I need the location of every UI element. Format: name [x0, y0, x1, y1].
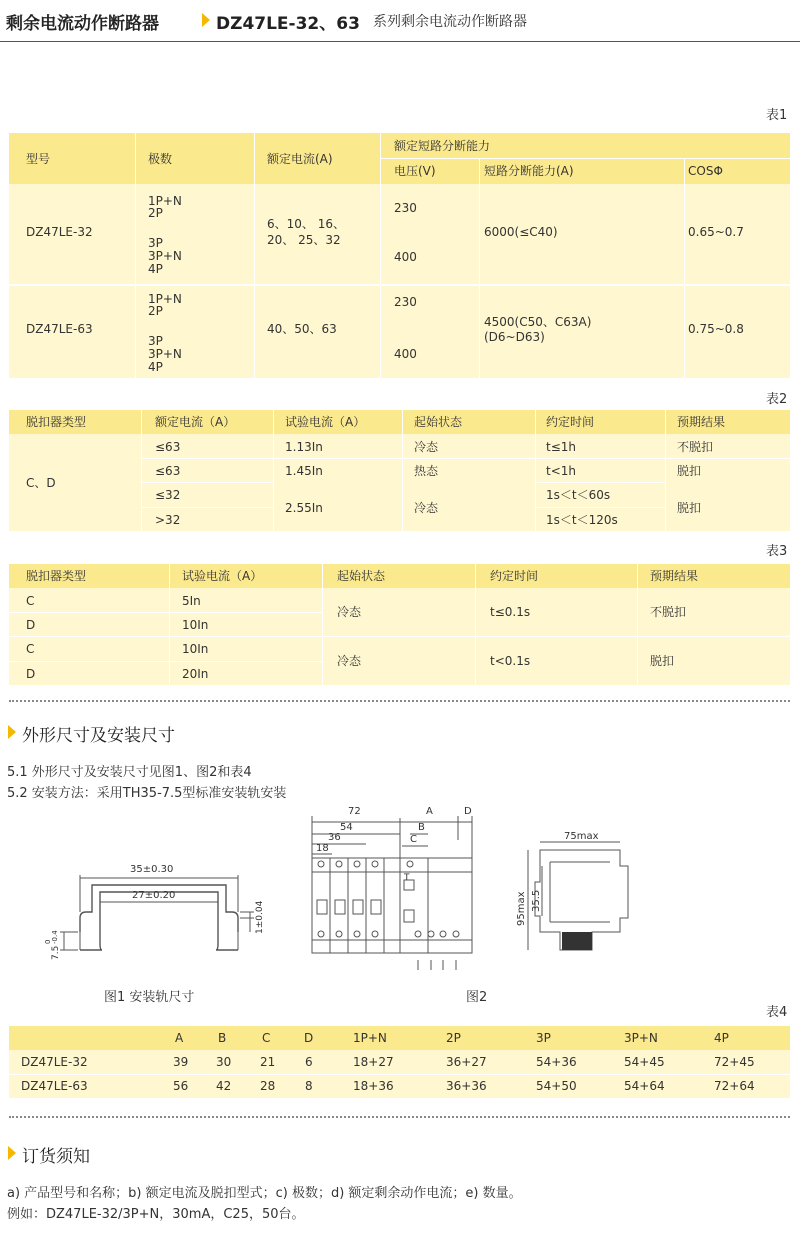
t4-cell: 8	[305, 1079, 313, 1093]
t4-header: A	[175, 1031, 184, 1045]
t4-cell: 54+36	[536, 1055, 577, 1069]
section-dim-line2: 5.2 安装方法：采用TH35-7.5型标准安装轨安装	[7, 786, 287, 801]
t1-h-capacity: 短路分断能力(A)	[484, 164, 574, 178]
t1-r2-capacity: (D6~D63)	[484, 330, 545, 344]
t3-test: 20In	[182, 667, 209, 681]
fig2-dim-c: C	[410, 834, 417, 845]
t2-state: 冷态	[414, 501, 439, 515]
arrow-icon	[202, 13, 210, 27]
t2-time: 1s＜t＜120s	[546, 513, 618, 527]
section-order-line1: a) 产品型号和名称；b) 额定电流及脱扣型式；c) 极数；d) 额定剩余动作电流；e) 数量。	[7, 1186, 522, 1201]
fig2-dim-54: 54	[340, 822, 353, 833]
t2-result: 脱扣	[677, 464, 702, 478]
t1-r2-current: 40、50、63	[267, 322, 337, 336]
t4-cell: 18+36	[353, 1079, 394, 1093]
t1-r2-voltage: 400	[394, 347, 417, 361]
t2-result: 脱扣	[677, 501, 702, 515]
t4-cell: 56	[173, 1079, 189, 1093]
t2-state: 冷态	[414, 440, 439, 454]
table3-label: 表3	[766, 544, 788, 559]
t3-header: 试验电流（A）	[182, 569, 263, 583]
t3-time: t≤0.1s	[490, 605, 531, 619]
fig1-dim-thick: 1±0.04	[255, 900, 265, 934]
t4-cell: 6	[305, 1055, 313, 1069]
t3-test: 10In	[182, 618, 209, 632]
t4-header: 2P	[446, 1031, 461, 1045]
fig2-dim-75: 75max	[564, 831, 599, 842]
page-header	[0, 0, 800, 42]
t1-r1-voltage: 400	[394, 250, 417, 264]
fig2-caption: 图2	[466, 990, 488, 1005]
t4-cell: 54+50	[536, 1079, 577, 1093]
t3-type: C	[26, 594, 35, 608]
t2-rated: ≤63	[155, 440, 181, 454]
t1-r2-poles: 4P	[148, 360, 163, 374]
t3-header: 脱扣器类型	[26, 569, 87, 583]
t1-r2-capacity: 4500(C50、C63A)	[484, 315, 592, 329]
t2-header: 约定时间	[546, 415, 595, 429]
table1	[9, 133, 790, 378]
t4-cell: 72+64	[714, 1079, 755, 1093]
t2-test: 1.13In	[285, 440, 323, 454]
t3-state: 冷态	[337, 605, 362, 619]
t1-r2-cos: 0.75~0.8	[688, 322, 744, 336]
t4-cell: 72+45	[714, 1055, 755, 1069]
t4-header: C	[262, 1031, 271, 1045]
t2-test: 1.45In	[285, 464, 323, 478]
table2	[9, 410, 790, 531]
t4-cell: 36+27	[446, 1055, 487, 1069]
t1-h-breaking: 额定短路分断能力	[394, 139, 491, 153]
table2-label: 表2	[766, 392, 788, 407]
arrow-icon	[8, 725, 16, 739]
t4-header: 1P+N	[353, 1031, 387, 1045]
figure2-breaker-drawing	[300, 800, 650, 975]
t2-rated: ≤63	[155, 464, 181, 478]
fig1-dim-tol-up: 0	[44, 939, 52, 944]
t4-header: 4P	[714, 1031, 729, 1045]
t1-r1-poles: 1P+N	[148, 194, 182, 208]
t4-cell: 21	[260, 1055, 276, 1069]
section-dim-line1: 5.1 外形尺寸及安装尺寸见图1、图2和表4	[7, 765, 252, 780]
t1-r1-current: 6、10、 16、	[267, 217, 345, 231]
t3-state: 冷态	[337, 654, 362, 668]
t3-type: C	[26, 642, 35, 656]
t4-cell: 54+64	[624, 1079, 665, 1093]
t4-cell: 18+27	[353, 1055, 394, 1069]
page-model: DZ47LE-32、63	[216, 14, 360, 34]
t3-header: 起始状态	[337, 569, 386, 583]
t1-h-model: 型号	[26, 152, 51, 166]
t4-cell: 54+45	[624, 1055, 665, 1069]
table3	[9, 564, 790, 685]
fig1-dim-inner: 27±0.20	[132, 890, 176, 901]
t1-h-current: 额定电流(A)	[267, 152, 333, 166]
fig2-dim-95: 95max	[516, 891, 527, 926]
fig1-dim-outer: 35±0.30	[130, 864, 174, 875]
t1-r1-current: 20、 25、32	[267, 233, 341, 247]
table4-label: 表4	[766, 1005, 788, 1020]
t1-r2-poles: 3P	[148, 334, 163, 348]
t1-r2-voltage: 230	[394, 295, 417, 309]
fig2-dim-72: 72	[348, 806, 361, 817]
fig2-dim-b: B	[418, 822, 425, 833]
t2-header: 预期结果	[677, 415, 726, 429]
t4-cell: 42	[216, 1079, 232, 1093]
t4-cell: 30	[216, 1055, 232, 1069]
fig2-dim-18: 18	[316, 843, 329, 854]
t2-test: 2.55In	[285, 501, 323, 515]
t1-r1-model: DZ47LE-32	[26, 225, 93, 239]
t2-time: t<1h	[546, 464, 576, 478]
fig1-caption: 图1 安装轨尺寸	[104, 990, 195, 1005]
t4-r2-model: DZ47LE-63	[21, 1079, 88, 1093]
t1-r1-poles: 2P	[148, 206, 163, 220]
t1-r2-poles: 3P+N	[148, 347, 182, 361]
t2-time: 1s＜t＜60s	[546, 488, 611, 502]
t1-r1-capacity: 6000(≤C40)	[484, 225, 558, 239]
t2-header: 起始状态	[414, 415, 463, 429]
t3-header: 约定时间	[490, 569, 539, 583]
t1-r2-poles: 2P	[148, 304, 163, 318]
t4-header: 3P+N	[624, 1031, 658, 1045]
t3-header: 预期结果	[650, 569, 699, 583]
fig1-dim-tol-dn: -0.4	[51, 930, 59, 944]
t3-test: 5In	[182, 594, 201, 608]
t4-cell: 36+36	[446, 1079, 487, 1093]
fig2-dim-355: 35.5	[531, 889, 542, 912]
t1-h-voltage: 电压(V)	[394, 164, 436, 178]
t3-result: 不脱扣	[650, 605, 687, 619]
t2-result: 不脱扣	[677, 440, 714, 454]
t1-r1-voltage: 230	[394, 201, 417, 215]
t1-h-poles: 极数	[148, 152, 173, 166]
t1-r1-cos: 0.65~0.7	[688, 225, 744, 239]
fig1-dim-height: 7.5	[51, 945, 61, 960]
fig2-dim-36: 36	[328, 832, 341, 843]
t2-state: 热态	[414, 464, 439, 478]
section-order-line2: 例如：DZ47LE-32/3P+N，30mA，C25，50台。	[7, 1207, 305, 1222]
t1-h-cos: COSΦ	[688, 164, 723, 178]
t4-header: D	[304, 1031, 314, 1045]
t2-header: 脱扣器类型	[26, 415, 87, 429]
t2-header: 试验电流（A）	[285, 415, 366, 429]
divider	[9, 700, 790, 702]
t1-r2-model: DZ47LE-63	[26, 322, 93, 336]
t2-type: C、D	[26, 476, 56, 490]
side-view-base	[562, 932, 592, 950]
t2-rated: >32	[155, 513, 181, 527]
t2-rated: ≤32	[155, 488, 181, 502]
t4-header: 3P	[536, 1031, 551, 1045]
t3-type: D	[26, 667, 36, 681]
section-order-title: 订货须知	[22, 1147, 90, 1167]
t1-r1-poles: 3P+N	[148, 249, 182, 263]
t1-r2-poles: 1P+N	[148, 292, 182, 306]
table1-label: 表1	[766, 108, 788, 123]
t1-r1-poles: 3P	[148, 236, 163, 250]
fig2-dim-d: D	[464, 806, 472, 817]
t3-result: 脱扣	[650, 654, 675, 668]
table4	[9, 1026, 790, 1098]
divider	[9, 1116, 790, 1118]
section-dim-title: 外形尺寸及安装尺寸	[22, 726, 175, 746]
t4-r1-model: DZ47LE-32	[21, 1055, 88, 1069]
arrow-icon	[8, 1146, 16, 1160]
t3-time: t<0.1s	[490, 654, 531, 668]
fig2-dim-a: A	[426, 806, 433, 817]
t4-header: B	[218, 1031, 227, 1045]
t3-type: D	[26, 618, 36, 632]
t4-cell: 28	[260, 1079, 276, 1093]
page-subtitle: 系列剩余电流动作断路器	[373, 14, 527, 30]
t4-cell: 39	[173, 1055, 189, 1069]
figure1-rail-drawing	[40, 850, 280, 975]
t1-r1-poles: 4P	[148, 262, 163, 276]
t3-test: 10In	[182, 642, 209, 656]
t2-header: 额定电流（A）	[155, 415, 236, 429]
page-title: 剩余电流动作断路器	[6, 14, 159, 34]
t2-time: t≤1h	[546, 440, 576, 454]
fig2-test-mark: T	[404, 873, 410, 883]
